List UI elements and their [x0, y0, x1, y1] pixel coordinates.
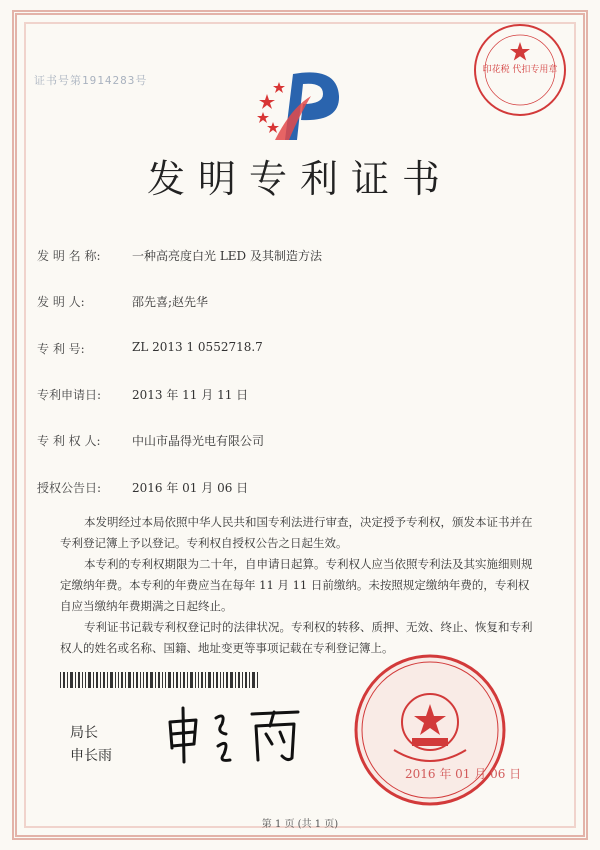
field-value-invention-name: 一种高亮度白光 LED 及其制造方法 — [132, 249, 322, 263]
seal-date: 2016 年 01 月 06 日 — [405, 767, 522, 781]
sipo-logo-icon — [245, 60, 355, 145]
certificate-number: 证书号第1914283号 — [34, 74, 148, 87]
barcode-icon — [60, 672, 260, 688]
signatory-title: 局长 — [70, 725, 98, 741]
certificate-body — [60, 512, 540, 659]
field-value-patent-number: ZL 2013 1 0552718.7 — [132, 340, 263, 354]
agency-seal-text: 印花税 代扣专用章 — [482, 65, 558, 75]
field-value-patentee: 中山市晶得光电有限公司 — [132, 434, 265, 448]
field-value-inventors: 邵先喜;赵先华 — [132, 295, 209, 309]
field-label-patentee: 专 利 权 人: — [37, 434, 101, 448]
field-label-patent-number: 专 利 号: — [37, 342, 85, 356]
field-label-grant-date: 授权公告日: — [37, 481, 102, 495]
field-value-grant-date: 2016 年 01 月 06 日 — [132, 481, 249, 495]
national-seal-icon — [350, 650, 510, 810]
field-label-invention-name: 发 明 名 称: — [37, 249, 101, 263]
certificate-title: 发明专利证书 — [146, 157, 453, 201]
page-indicator: 第 1 页 (共 1 页) — [261, 819, 339, 830]
body-paragraph: 本专利的专利权期限为二十年，自申请日起算。专利权人应当依照专利法及其实施细则规定缴纳年费。本专利的年费应当在每年 11 月 11 日前缴纳。未按照规定缴纳年费的，专利权自应当缴纳年费期满之日起终止。 — [60, 557, 533, 613]
signature-icon — [160, 700, 320, 770]
agency-seal-icon — [470, 20, 570, 120]
field-label-application-date: 专利申请日: — [37, 388, 102, 402]
field-value-application-date: 2013 年 11 月 11 日 — [132, 388, 249, 402]
body-paragraph: 专利证书记载专利权登记时的法律状况。专利权的转移、质押、无效、终止、恢复和专利权人的姓名或名称、国籍、地址变更等事项记载在专利登记簿上。 — [60, 620, 533, 655]
field-label-inventors: 发 明 人: — [37, 295, 85, 309]
body-paragraph: 本发明经过本局依照中华人民共和国专利法进行审查，决定授予专利权，颁发本证书并在专利登记簿上予以登记。专利权自授权公告之日起生效。 — [60, 515, 533, 550]
signatory-name: 申长雨 — [70, 748, 112, 764]
